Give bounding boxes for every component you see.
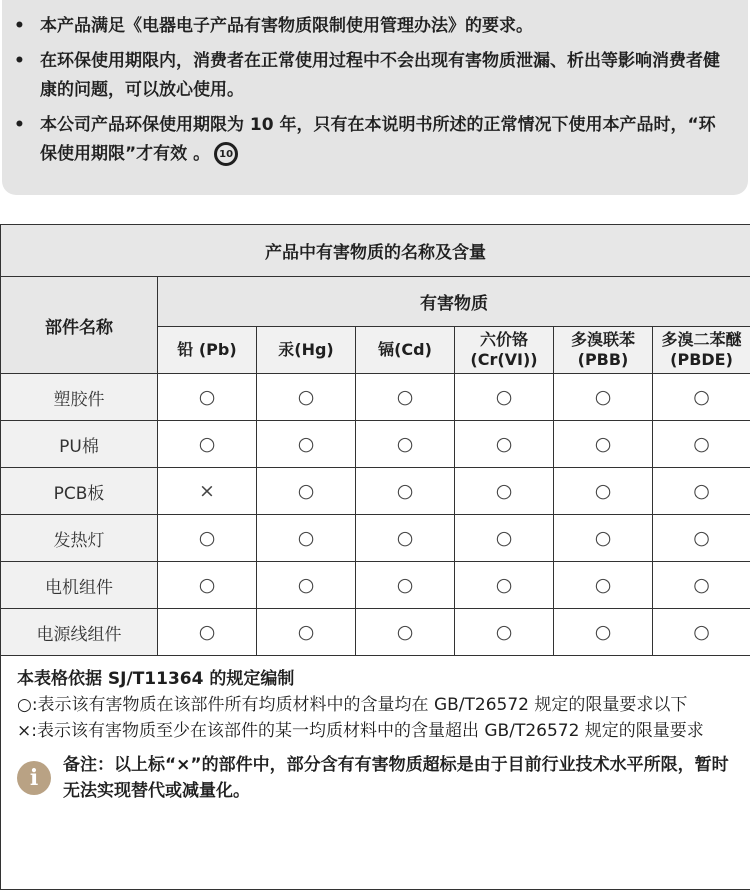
substance-value-cell: ○ — [455, 562, 554, 609]
part-name-cell: PU棉 — [1, 421, 158, 468]
substance-value-cell: × — [158, 468, 257, 515]
footnote-title: 本表格依据 SJ/T11364 的规定编制 — [17, 666, 736, 692]
part-name-cell: 发热灯 — [1, 515, 158, 562]
substance-value-cell: ○ — [356, 562, 455, 609]
substance-column-header: 多溴联苯 (PBB) — [554, 327, 653, 374]
substance-value-cell: ○ — [158, 374, 257, 421]
substance-value-cell: ○ — [653, 468, 750, 515]
table-row — [1, 374, 750, 421]
footnote-cross-meaning: ×:表示该有害物质至少在该部件的某一均质材料中的含量超出 GB/T26572 规定的限量要求 — [17, 718, 736, 744]
substance-value-cell: ○ — [554, 468, 653, 515]
substance-value-cell: ○ — [356, 421, 455, 468]
part-name-header: 部件名称 — [1, 277, 158, 374]
table-title: 产品中有害物质的名称及含量 — [1, 225, 750, 277]
notice-text: 在环保使用期限内，消费者在正常使用过程中不会出现有害物质泄漏、析出等影响消费者健康的问题，可以放心使用。 — [40, 47, 720, 105]
substance-value-cell: ○ — [257, 468, 356, 515]
table-row — [1, 468, 750, 515]
part-name-cell: 电源线组件 — [1, 609, 158, 656]
notice-bullet — [14, 12, 720, 41]
table-row — [1, 562, 750, 609]
notice-bullet — [14, 47, 720, 105]
substance-value-cell: ○ — [554, 609, 653, 656]
bullet-dot: • — [14, 12, 40, 41]
substance-value-cell: ○ — [158, 609, 257, 656]
substance-value-cell: ○ — [653, 562, 750, 609]
notice-text: 本产品满足《电器电子产品有害物质限制使用管理办法》的要求。 — [40, 12, 720, 41]
substance-value-cell: ○ — [653, 609, 750, 656]
substance-value-cell: ○ — [356, 609, 455, 656]
info-icon: i — [17, 761, 51, 795]
substance-value-cell: ○ — [554, 515, 653, 562]
bullet-dot: • — [14, 47, 40, 105]
environmental-notice — [2, 0, 748, 195]
substance-value-cell: ○ — [653, 515, 750, 562]
substance-value-cell: ○ — [356, 374, 455, 421]
table-footnotes — [1, 656, 750, 890]
table-row — [1, 609, 750, 656]
substance-value-cell: ○ — [356, 515, 455, 562]
substance-value-cell: ○ — [158, 421, 257, 468]
substance-column-header: 六价铬 (Cr(VI)) — [455, 327, 554, 374]
remark-text: 备注：以上标“×”的部件中，部分含有有害物质超标是由于目前行业技术水平所限，暂时无法实现替代或减量化。 — [63, 752, 736, 804]
substance-column-header: 镉(Cd) — [356, 327, 455, 374]
substance-value-cell: ○ — [158, 562, 257, 609]
substance-value-cell: ○ — [257, 374, 356, 421]
substance-value-cell: ○ — [653, 421, 750, 468]
table-row — [1, 515, 750, 562]
notice-text — [40, 111, 720, 169]
substance-value-cell: ○ — [257, 562, 356, 609]
substance-value-cell: ○ — [554, 562, 653, 609]
substance-column-header: 多溴二苯醚 (PBDE) — [653, 327, 750, 374]
notice-bullet — [14, 111, 720, 169]
substance-value-cell: ○ — [158, 515, 257, 562]
substance-column-header: 铅 (Pb) — [158, 327, 257, 374]
notice-text-content: 本公司产品环保使用期限为 10 年，只有在本说明书所述的正常情况下使用本产品时，“环保使用期限”才有效 。 — [40, 115, 716, 164]
part-name-cell: 塑胶件 — [1, 374, 158, 421]
substance-header: 有害物质 — [158, 277, 750, 327]
table-row — [1, 421, 750, 468]
substance-column-header: 汞(Hg) — [257, 327, 356, 374]
substance-value-cell: ○ — [455, 421, 554, 468]
substance-value-cell: ○ — [356, 468, 455, 515]
eco-period-10-icon: 10 — [214, 142, 238, 166]
substance-value-cell: ○ — [455, 468, 554, 515]
substance-value-cell: ○ — [257, 609, 356, 656]
part-name-cell: PCB板 — [1, 468, 158, 515]
substance-value-cell: ○ — [554, 374, 653, 421]
hazardous-substance-table — [0, 224, 750, 890]
substance-value-cell: ○ — [455, 515, 554, 562]
remark — [17, 752, 736, 804]
footnote-circle-meaning: ○:表示该有害物质在该部件所有均质材料中的含量均在 GB/T26572 规定的限量要求以下 — [17, 692, 736, 718]
substance-value-cell: ○ — [554, 421, 653, 468]
substance-value-cell: ○ — [455, 609, 554, 656]
part-name-cell: 电机组件 — [1, 562, 158, 609]
bullet-dot: • — [14, 111, 40, 169]
substance-value-cell: ○ — [455, 374, 554, 421]
substance-value-cell: ○ — [257, 421, 356, 468]
substance-value-cell: ○ — [257, 515, 356, 562]
substance-value-cell: ○ — [653, 374, 750, 421]
